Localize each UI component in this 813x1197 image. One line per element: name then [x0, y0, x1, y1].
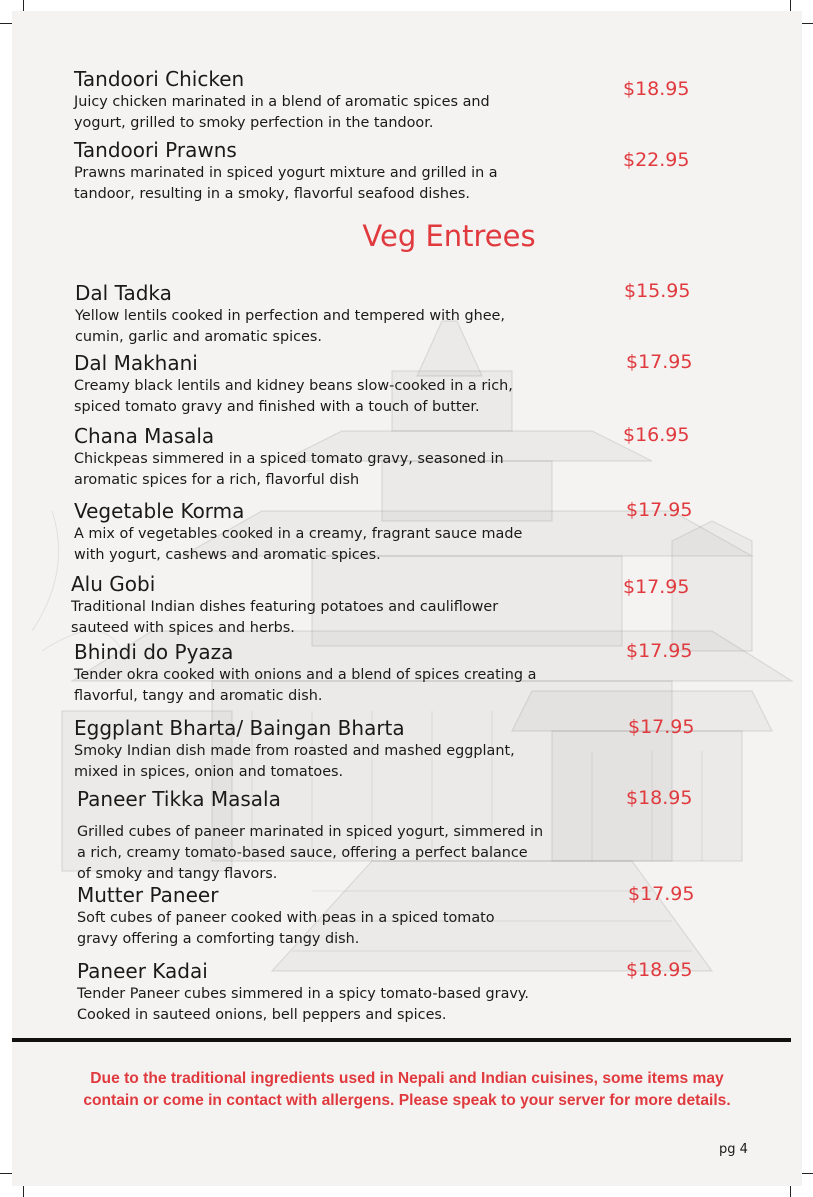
menu-item [74, 424, 504, 491]
menu-item-price: $15.95 [624, 280, 691, 302]
menu-item-description-line: gravy offering a comforting tangy dish. [77, 931, 360, 947]
menu-item-name: Eggplant Bharta/ Baingan Bharta [74, 716, 405, 740]
menu-item-price: $17.95 [628, 716, 695, 738]
menu-item-description [74, 741, 515, 783]
menu-item-price: $18.95 [626, 787, 693, 809]
menu-item-description-line: yogurt, grilled to smoky perfection in the tandoor. [74, 115, 434, 131]
menu-item-description [77, 822, 543, 885]
menu-item-price: $17.95 [626, 499, 693, 521]
menu-item [75, 281, 505, 348]
menu-item-price: $18.95 [626, 959, 693, 981]
menu-item [74, 640, 536, 707]
menu-item [74, 716, 515, 783]
menu-item-description-line: A mix of vegetables cooked in a creamy, fragrant sauce made [74, 526, 523, 542]
menu-item-description-line: aromatic spices for a rich, flavorful dish [74, 472, 360, 488]
menu-item-description [74, 163, 498, 205]
menu-item-price: $17.95 [626, 640, 693, 662]
allergen-notice [12, 1068, 802, 1112]
menu-item-price: $22.95 [623, 149, 690, 171]
allergen-notice-line: contain or come in contact with allergens. Please speak to your server for more details. [83, 1092, 731, 1109]
menu-item [77, 787, 543, 885]
menu-item-name: Alu Gobi [71, 572, 156, 596]
menu-item-name: Vegetable Korma [74, 499, 245, 523]
allergen-notice-line: Due to the traditional ingredients used in Nepali and Indian cuisines, some items may [90, 1070, 724, 1087]
menu-item-description-line: mixed in spices, onion and tomatoes. [74, 764, 344, 780]
menu-item-name: Tandoori Prawns [74, 138, 237, 162]
menu-item-description-line: Soft cubes of paneer cooked with peas in a spiced tomato [77, 910, 495, 926]
menu-item-name: Paneer Kadai [77, 959, 208, 983]
menu-item-name: Chana Masala [74, 424, 215, 448]
menu-item-description-line: cumin, garlic and aromatic spices. [75, 329, 322, 345]
menu-item-price: $16.95 [623, 424, 690, 446]
menu-item-description-line: Tender Paneer cubes simmered in a spicy tomato-based gravy. [77, 986, 529, 1002]
menu-item [74, 351, 513, 418]
menu-item-description-line: Prawns marinated in spiced yogurt mixture and grilled in a [74, 165, 498, 181]
menu-item-description [74, 92, 490, 134]
menu-item-name: Bhindi do Pyaza [74, 640, 234, 664]
menu-item-description-line: tandoor, resulting in a smoky, flavorful seafood dishes. [74, 186, 470, 202]
menu-page [12, 11, 802, 1186]
page-number: pg 4 [719, 1142, 748, 1157]
menu-item-name: Tandoori Chicken [74, 67, 245, 91]
menu-item [74, 138, 498, 205]
menu-item-name: Mutter Paneer [77, 883, 219, 907]
menu-item [74, 67, 490, 134]
menu-item [77, 883, 495, 950]
menu-item-description-line: Tender okra cooked with onions and a blend of spices creating a [74, 667, 537, 683]
menu-item-description [74, 524, 522, 566]
menu-item-description-line: with yogurt, cashews and aromatic spices. [74, 547, 381, 563]
menu-item-description-line: Juicy chicken marinated in a blend of aromatic spices and [74, 94, 490, 110]
menu-item-description-line: spiced tomato gravy and finished with a touch of butter. [74, 399, 480, 415]
menu-item-description [74, 376, 513, 418]
menu-item-description-line: of smoky and tangy flavors. [77, 866, 278, 882]
menu-item-price: $17.95 [626, 351, 693, 373]
menu-item-name: Dal Makhani [74, 351, 198, 375]
menu-item-name: Paneer Tikka Masala [77, 787, 281, 811]
menu-item-name: Dal Tadka [75, 281, 172, 305]
menu-item-description-line: sauteed with spices and herbs. [71, 620, 295, 636]
divider-rule [12, 1038, 791, 1042]
menu-item-description-line: Chickpeas simmered in a spiced tomato gravy, seasoned in [74, 451, 504, 467]
menu-item-description-line: Cooked in sauteed onions, bell peppers and spices. [77, 1007, 447, 1023]
menu-item [71, 572, 498, 639]
menu-item-description [77, 908, 495, 950]
menu-item [77, 959, 529, 1026]
menu-item-price: $17.95 [628, 883, 695, 905]
menu-item-description [74, 449, 504, 491]
menu-item-description-line: Yellow lentils cooked in perfection and tempered with ghee, [75, 308, 505, 324]
menu-item-price: $18.95 [623, 78, 690, 100]
menu-item-description-line: Smoky Indian dish made from roasted and mashed eggplant, [74, 743, 515, 759]
menu-item-description-line: Grilled cubes of paneer marinated in spiced yogurt, simmered in [77, 824, 544, 840]
menu-item-description [75, 306, 505, 348]
menu-item-description [74, 665, 536, 707]
menu-item-description [77, 984, 529, 1026]
menu-item-price: $17.95 [623, 576, 690, 598]
menu-item [74, 499, 522, 566]
section-title: Veg Entrees [362, 219, 536, 253]
menu-item-description-line: a rich, creamy tomato-based sauce, offering a perfect balance [77, 845, 528, 861]
menu-item-description [71, 597, 498, 639]
menu-item-description-line: Creamy black lentils and kidney beans slow-cooked in a rich, [74, 378, 513, 394]
menu-item-description-line: flavorful, tangy and aromatic dish. [74, 688, 323, 704]
menu-item-description-line: Traditional Indian dishes featuring potatoes and cauliflower [71, 599, 499, 615]
